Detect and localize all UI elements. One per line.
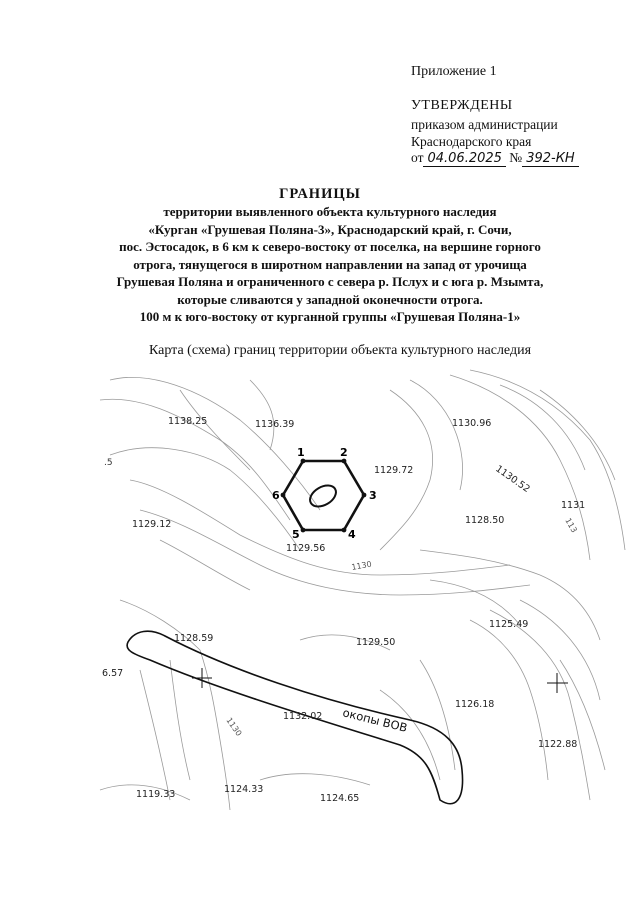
elevation-label: 6.57 bbox=[102, 668, 124, 679]
boundary-point-label: 5 bbox=[292, 528, 300, 541]
elevation-label: 1119.33 bbox=[136, 789, 176, 800]
survey-crosshairs bbox=[192, 668, 568, 693]
elevation-label: 1130.52 bbox=[493, 463, 532, 495]
elevation-label: 1132.02 bbox=[283, 711, 323, 722]
boundary-point-label: 1 bbox=[297, 446, 305, 459]
elevation-label: 1124.33 bbox=[224, 784, 264, 795]
elevation-label: 1131 bbox=[561, 500, 586, 511]
elevation-label: 1124.65 bbox=[320, 793, 360, 804]
description-line: отрога, тянущегося в широтном направлении на запад от урочища bbox=[133, 256, 527, 272]
region-line: Краснодарского края bbox=[411, 134, 532, 149]
handwritten-number: 392-КН bbox=[522, 151, 579, 167]
number-prefix: № bbox=[509, 150, 523, 165]
description-line: Грушевая Поляна и ограниченного с севера р. Пслух и с юга р. Мзымта, bbox=[116, 274, 544, 289]
elevation-label: 1129.12 bbox=[132, 519, 172, 530]
boundary-point-label: 4 bbox=[348, 528, 356, 541]
description-line: которые сливаются у западной оконечности отрога. bbox=[177, 291, 483, 307]
elevation-label: 1129.72 bbox=[374, 465, 414, 476]
trench-label: окопы ВОВ bbox=[341, 705, 409, 735]
elevation-label: 1128.50 bbox=[465, 515, 505, 526]
object-description bbox=[60, 203, 600, 326]
handwritten-date: 04.06.2025 bbox=[423, 151, 505, 167]
description-line: 100 м к юго-востоку от курганной группы «Грушевая Поляна-1» bbox=[139, 309, 521, 324]
elevation-label: 1122.88 bbox=[538, 739, 578, 750]
contour-value: 1130 bbox=[224, 715, 244, 738]
elevation-label: 1130.96 bbox=[452, 418, 492, 429]
elevation-label: 1129.56 bbox=[286, 543, 326, 554]
elevation-label: 1129.50 bbox=[356, 637, 396, 648]
edge-mark: .5 bbox=[104, 458, 113, 468]
document-title: ГРАНИЦЫ bbox=[279, 186, 361, 202]
contour-value: 1130 bbox=[350, 559, 373, 572]
date-prefix: от bbox=[411, 150, 424, 165]
boundary-point-label: 2 bbox=[340, 446, 348, 459]
elevation-label: 1138.25 bbox=[168, 416, 208, 427]
elevation-marks bbox=[102, 416, 585, 804]
map-caption: Карта (схема) границ территории объекта культурного наследия bbox=[148, 343, 532, 358]
elevation-label: 1136.39 bbox=[255, 419, 295, 430]
description-line: территории выявленного объекта культурного наследия bbox=[163, 204, 497, 219]
elevation-label: 1125.49 bbox=[489, 619, 529, 630]
approval-date-line bbox=[411, 150, 579, 167]
boundary-point-label: 3 bbox=[369, 489, 377, 502]
contour-value: 113 bbox=[563, 516, 579, 535]
boundary-hexagon bbox=[272, 446, 377, 541]
boundary-map bbox=[0, 360, 640, 820]
appendix-label: Приложение 1 bbox=[411, 64, 497, 79]
elevation-label: 1128.59 bbox=[174, 633, 214, 644]
description-line: пос. Эстосадок, в 6 км к северо-востоку от поселка, на вершине горного bbox=[119, 239, 541, 254]
approved-label: УТВЕРЖДЕНЫ bbox=[411, 98, 513, 113]
elevation-label: 1126.18 bbox=[455, 699, 495, 710]
description-line: «Курган «Грушевая Поляна-3», Краснодарский край, г. Сочи, bbox=[148, 221, 512, 237]
order-line: приказом администрации bbox=[411, 117, 558, 132]
boundary-point-label: 6 bbox=[272, 489, 280, 502]
